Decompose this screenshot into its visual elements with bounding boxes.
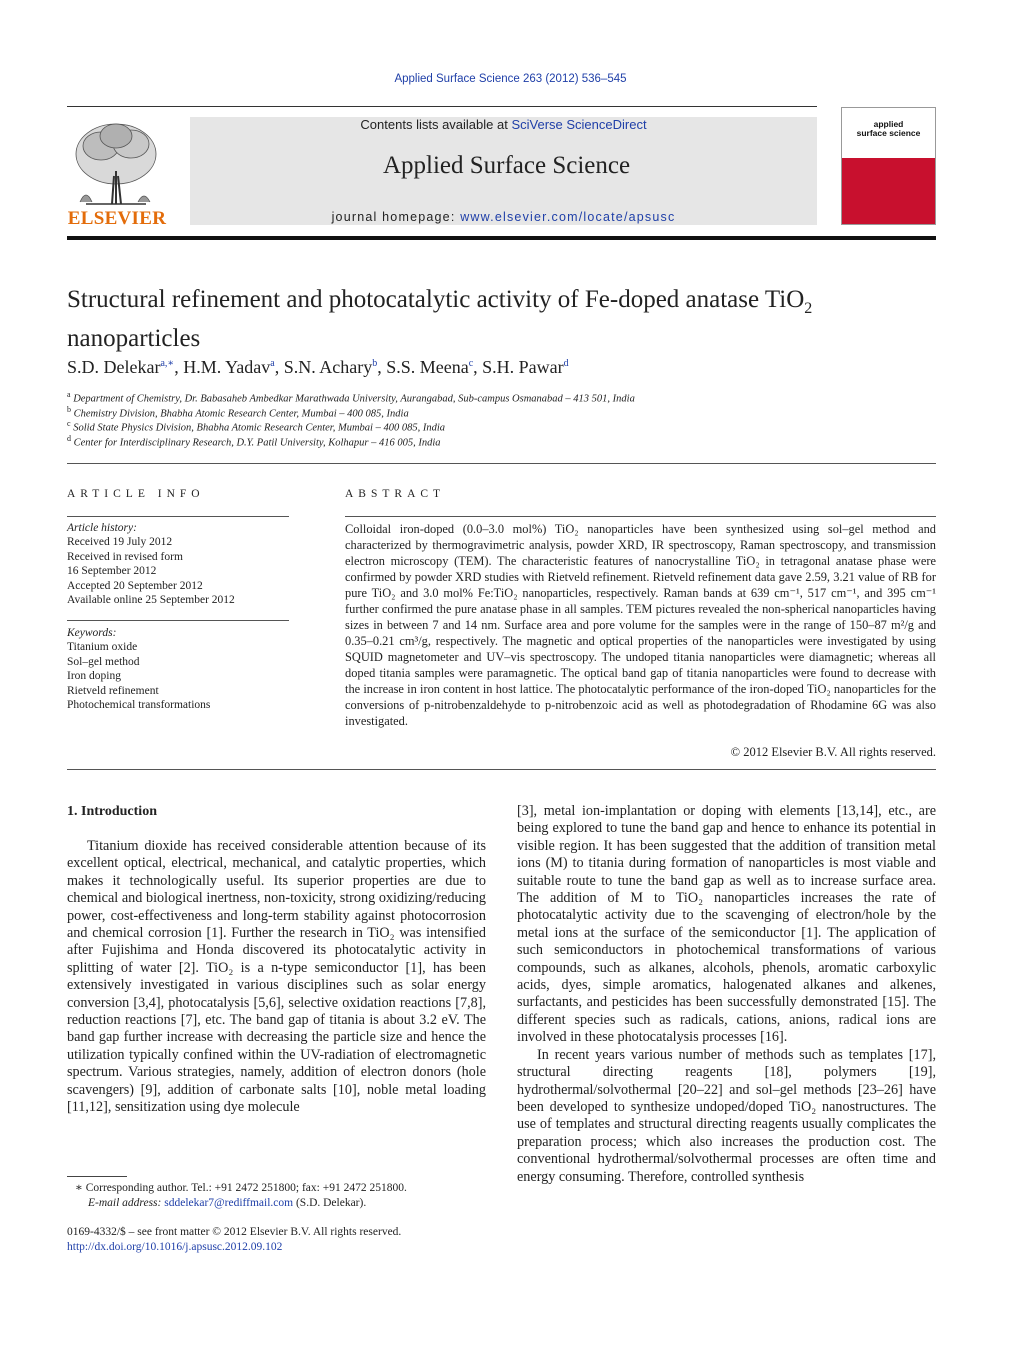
article-info-rule: [67, 516, 289, 517]
body-right-column: [517, 803, 936, 1186]
article-title: [67, 285, 927, 354]
keywords-rule: [67, 620, 289, 621]
email-label: E-mail address:: [88, 1197, 165, 1209]
history-item: Accepted 20 September 2012: [67, 579, 203, 592]
affiliation-text: Solid State Physics Division, Bhabha Atomic Research Center, Mumbai – 400 085, India: [73, 422, 446, 434]
abstract-rule: [345, 516, 936, 517]
affiliations-rule: [67, 463, 936, 464]
corresponding-author-note: ∗ Corresponding author. Tel.: +91 2472 251800; fax: +91 2472 251800.: [75, 1182, 407, 1194]
keyword: Iron doping: [67, 670, 121, 683]
author-name: S.D. Delekar: [67, 357, 161, 377]
email-suffix: (S.D. Delekar).: [293, 1197, 367, 1209]
journal-masthead: [190, 117, 817, 225]
affiliation-text: Chemistry Division, Bhabha Atomic Research Center, Mumbai – 400 085, India: [73, 408, 409, 420]
footnotes: [67, 1181, 497, 1211]
email-note: [67, 1196, 497, 1211]
keywords-label: Keywords:: [67, 627, 117, 639]
author-affiliation-mark[interactable]: d: [563, 358, 569, 369]
history-item: Available online 25 September 2012: [67, 594, 235, 607]
history-item: 16 September 2012: [67, 565, 157, 578]
issn-block: [67, 1225, 497, 1255]
history-item: Received in revised form: [67, 550, 183, 563]
contents-prefix: Contents lists available at: [360, 117, 512, 132]
issn-line: 0169-4332/$ – see front matter © 2012 Elsevier B.V. All rights reserved.: [67, 1226, 402, 1238]
affiliation-mark: a: [67, 390, 71, 399]
cover-title-line2: surface science: [856, 128, 921, 138]
homepage-line: [190, 210, 817, 224]
journal-citation[interactable]: Applied Surface Science 263 (2012) 536–545: [394, 73, 627, 85]
affiliation-c: [67, 419, 927, 434]
elsevier-wordmark: ELSEVIER: [67, 208, 167, 229]
header-thick-rule: [67, 236, 936, 240]
title-line2: nanoparticles: [67, 325, 201, 352]
title-line1: Structural refinement and photocatalytic activity of Fe-doped anatase TiO: [67, 286, 805, 313]
affiliation-mark: b: [67, 405, 71, 414]
author-affiliation-mark[interactable]: c: [468, 358, 474, 369]
journal-title: Applied Surface Science: [382, 152, 631, 179]
copyright-notice: © 2012 Elsevier B.V. All rights reserved.: [730, 745, 936, 759]
body-paragraph: [3], metal ion-implantation or doping with elements [13,14], etc., are being explored to tune the band gap and hence to enhance its potential in visible region. It has been suggested that the addition of transition metal ions (M) to titania during formation of nanoparticles is most viable and suitable route to tune the band gap as well as to increase surface area. The addition of M to TiO₂ nanoparticles increases the rate of photocatalytic activity due to the scavenging of electron/hole by the metal ions at the surface of the semiconductor [1]. The application of such semiconductors in photochemical transformations of various compounds, such as alkanes, alcohols, phenols, aromatic carboxylic acids, dyes, simple aromatics, halogenated alkanes and alkenes, surfactants, and pesticides has been successfully demonstrated [15]. The different species such as radicals, cations, anions, radical ions are involved in these photocatalysis processes [16].: [517, 803, 936, 1046]
author-name: S.N. Achary: [283, 357, 373, 377]
abstract-text: Colloidal iron-doped (0.0–3.0 mol%) TiO₂ nanoparticles have been synthesized using sol–gel method and characterized by thermogravimetric analysis, powder XRD, IR spectroscopy, Raman spectroscopy, and transmission electron microscopy (TEM). The characteristic features of nanocrystalline TiO₂ in tetragonal anatase phase were confirmed by powder XRD studies with Rietveld refinement. Rietveld refinement data gave 2.59, 3.21 value of RB for pure TiO₂ and 3.0 mol% Fe:TiO₂ nanoparticles, respectively. Raman bands at 639 cm⁻¹, 517 cm⁻¹, and 395 cm⁻¹ further confirmed the pure anatase phase in all samples. TEM pictures revealed the non-spherical nanoparticles having sizes in between 7 and 14 nm. Surface area and pore volume for the samples were in the range of 150–87 m²/g and 0.35–0.21 cm³/g, respectively. The magnetic and optical properties of the nanoparticles were investigated by using SQUID magnetometer and UV–vis spectroscopy. The undoped titania nanoparticles were diamagnetic; whereas all doped titania samples were paramagnetic. The optical band gap of titania nanoparticles were found to decrease with the increase in iron content in host lattice. The photocatalytic performance of the iron-doped TiO₂ nanoparticles for the conversions of p-nitrobenzaldehyde to p-nitrobenzoic acid as well as photodegradation of Rhodamine 6G was also investigated.: [345, 522, 936, 728]
author-name: H.M. Yadav: [183, 357, 271, 377]
author-name: S.H. Pawar: [482, 357, 564, 377]
keywords: [67, 626, 292, 712]
affiliation-text: Center for Interdisciplinary Research, D.Y. Patil University, Kolhapur – 416 005, India: [73, 437, 441, 449]
abstract-bottom-rule: [67, 769, 936, 770]
affiliation-mark: d: [67, 434, 71, 443]
history-item: Received 19 July 2012: [67, 536, 173, 549]
title-subscript: 2: [804, 300, 813, 317]
affiliation-b: [67, 405, 927, 420]
keyword: Sol–gel method: [67, 655, 140, 668]
homepage-link[interactable]: www.elsevier.com/locate/apsusc: [460, 210, 676, 224]
body-paragraph: Titanium dioxide has received considerable attention because of its excellent optical, electrical, mechanical, and catalytic properties, which makes it technologically useful. Its superior properties are due to chemical and biological inertness, non-toxicity, strong oxidizing/reducing power, cost-effectiveness and long-term stability against photocorrosion and chemical corrosion [1]. Further the research in TiO₂ was intensified after Fujishima and Honda discovered its photocatalytic activity in splitting of water [2]. TiO₂ is a n-type semiconductor [1], has been extensively investigated in various disciplines such as solar energy conversion [3,4], photocatalysis [5,6], selective oxidation reactions [7,8], reduction reactions [7], etc. The band gap of titania is about 3.2 eV. The band gap further increase with decreasing the particle size and hence the utilization typically confined within the UV-radiation of electromagnetic spectrum. Various strategies, namely, addition of electron donors (hole scavengers) [9], addition of carbonate salts [10], noble metal loading [11,12], sensitization using dye molecule: [67, 838, 486, 1116]
keyword: Titanium oxide: [67, 641, 138, 654]
abstract-heading: ABSTRACT: [345, 488, 446, 500]
cover-title: [842, 120, 935, 138]
journal-cover-thumbnail: [841, 107, 936, 225]
author-affiliation-mark[interactable]: b: [372, 358, 378, 369]
affiliation-d: [67, 434, 927, 449]
body-paragraph: In recent years various number of methods such as templates [17], structural directing reagents [18], polymers [19], hydrothermal/solvothermal [20–22] and sol–gel methods [23–26] have been developed to synthesize undoped/doped TiO₂ nanostructures. The use of templates and structural directing reagents usually complicates the preparation process; which also increases the production cost. The conventional hydrothermal/solvothermal processes are often time and energy consuming. Therefore, controlled synthesis: [517, 1046, 936, 1185]
body-left-column: [67, 838, 486, 1117]
keyword: Photochemical transformations: [67, 699, 211, 712]
top-rule: [67, 106, 817, 107]
article-info-heading: ARTICLE INFO: [67, 488, 205, 500]
affiliation-mark: c: [67, 419, 71, 428]
footnote-rule: [67, 1176, 127, 1177]
doi-link[interactable]: http://dx.doi.org/10.1016/j.apsusc.2012.09.102: [67, 1241, 283, 1253]
sciencedirect-link[interactable]: SciVerse ScienceDirect: [511, 117, 647, 132]
cover-title-line1: applied: [873, 119, 904, 129]
affiliation-a: [67, 390, 927, 405]
author-list: S.D. Delekar$^{a,∗}$, H.M. Yadav$^a$, S.N. Achary$^b$, S.S. Meena$^c$, S.H. Pawar$^d$: [67, 357, 569, 377]
contents-line: [190, 117, 817, 132]
affiliation-text: Department of Chemistry, Dr. Babasaheb Ambedkar Marathwada University, Aurangabad, Sub-campus Osmanabad – 413 501, India: [73, 393, 635, 405]
section-heading-introduction: 1. Introduction: [67, 804, 157, 819]
homepage-prefix: journal homepage:: [331, 210, 461, 224]
author-affiliation-mark[interactable]: a: [270, 358, 275, 369]
keyword: Rietveld refinement: [67, 684, 159, 697]
author-affiliation-mark[interactable]: a,∗: [160, 358, 175, 369]
cover-title-panel: [842, 108, 935, 158]
article-history: [67, 521, 292, 607]
author-name: S.S. Meena: [386, 357, 469, 377]
email-link[interactable]: sddelekar7@rediffmail.com: [164, 1197, 294, 1209]
history-label: Article history:: [67, 522, 137, 534]
